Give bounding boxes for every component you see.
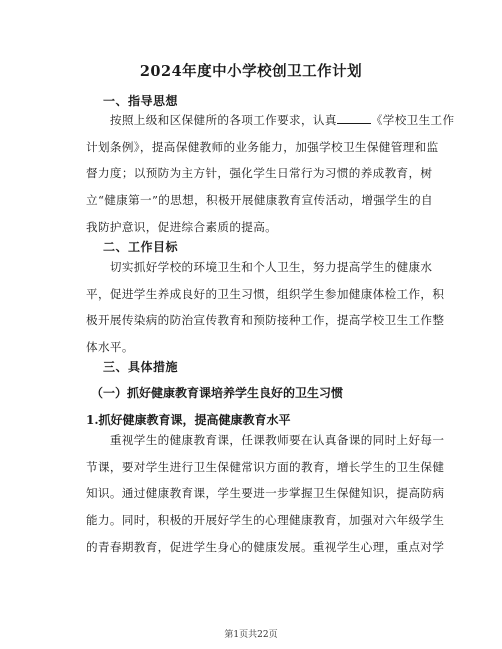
paragraph-line: 督力度；以预防为主方针，强化学生日常行为习惯的养成教育，树	[86, 166, 433, 181]
section-paragraph-health-course	[86, 427, 445, 561]
paragraph-line: 重视学生的健康教育课，任课教师要在认真备课的同时上好每一	[86, 433, 445, 447]
item-heading-health-course: 1.抓好健康教育课，提高健康教育水平	[86, 413, 291, 427]
paragraph-line: 按照上级和区保健所的各项工作要求，认真 《学校卫生工作	[86, 113, 455, 127]
paragraph-line: 切实抓好学校的环境卫生和个人卫生，努力提高学生的健康水	[86, 260, 433, 274]
paragraph-line: 立“健康第一”的思想，积极开展健康教育宣传活动，增强学生的自	[86, 193, 433, 208]
paragraph-line: 计划条例》，提高保健教师的业务能力，加强学校卫生保健管理和监	[86, 139, 439, 154]
document-title: 2024年度中小学校创卫工作计划	[139, 63, 363, 80]
paragraph-line: 体水平。	[86, 340, 134, 355]
section-paragraph-guiding-ideology	[86, 107, 455, 241]
paragraph-line: 我防护意识，促进综合素质的提高。	[86, 219, 278, 234]
fill-in-blank	[337, 111, 371, 124]
page-number-footer: 第1页共22页	[224, 630, 278, 640]
paragraph-line: 知识。通过健康教育课，学生要进一步掌握卫生保健知识，提高防病	[86, 486, 445, 501]
section-heading-work-goals: 二、工作目标	[103, 240, 179, 254]
section-heading-guiding-ideology: 一、指导思想	[103, 94, 179, 108]
section-heading-specific-measures: 三、具体措施	[103, 360, 179, 374]
sub-heading-health-education: （一）抓好健康教育课培养学生良好的卫生习惯	[91, 386, 344, 400]
section-paragraph-work-goals	[86, 254, 445, 361]
paragraph-line: 能力。同时，积极的开展好学生的心理健康教育，加强对六年级学生	[86, 513, 445, 528]
paragraph-line: 极开展传染病的防治宣传教育和预防接种工作，提高学校卫生工作整	[86, 313, 445, 328]
paragraph-line: 的青春期教育，促进学生身心的健康发展。重视学生心理，重点对学	[86, 539, 445, 554]
paragraph-line: 平，促进学生养成良好的卫生习惯，组织学生参加健康体检工作，积	[86, 286, 445, 301]
paragraph-line: 节课，要对学生进行卫生保健常识方面的教育，增长学生的卫生保健	[86, 459, 445, 474]
